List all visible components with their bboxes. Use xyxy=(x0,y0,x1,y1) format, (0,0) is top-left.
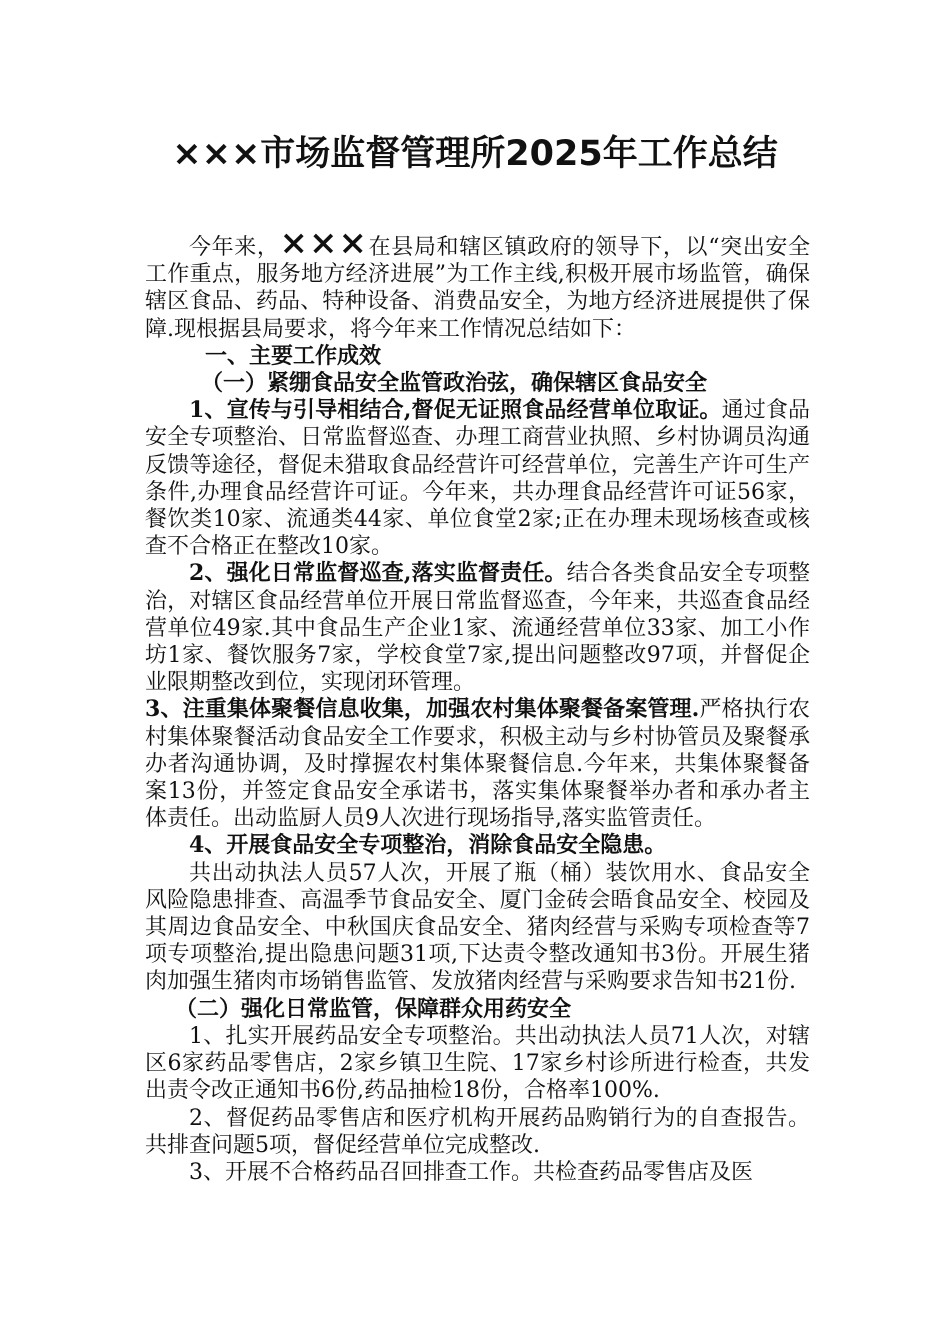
drug-item-1: 1、扎实开展药品安全专项整治。共出动执法人员71人次，对辖区6家药品零售店，2家乡镇卫生院、17家乡村诊所进行检查，共发出责令改正通知书6份,药品抽检18份，合格率100%. xyxy=(145,1023,810,1104)
intro-paragraph xyxy=(145,223,810,343)
food-item-3-heading: 3、注重集体聚餐信息收集，加强农村集体聚餐备案管理. xyxy=(145,696,700,723)
drug-item-2: 2、督促药品零售店和医疗机构开展药品购销行为的自查报告。共排查问题5项，督促经营单位完成整改. xyxy=(145,1105,810,1158)
food-item-2-text: 结合各类食品安全专项整治，对辖区食品经营单位开展日常监督巡查，今年来，共巡查食品经营单位49家.其中食品生产企业1家、流通经营单位33家、加工小作坊1家、餐饮服务7家，学校食堂7家,提出问题整改97项，并督促企业限期整改到位，实现闭环管理。 xyxy=(145,561,810,696)
unit-name-placeholder: ××× xyxy=(279,223,369,263)
document-title: ×××市场监督管理所2025年工作总结 xyxy=(172,134,778,174)
food-item-2 xyxy=(145,560,810,696)
food-item-2-heading: 2、强化日常监督巡查,落实监督责任。 xyxy=(189,560,567,587)
food-item-4-heading: 4、开展食品安全专项整治，消除食品安全隐患。 xyxy=(189,832,667,859)
intro-text: 在县局和辖区镇政府的领导下，以“突出安全工作重点，服务地方经济进展”为工作主线,积极开展市场监管，确保辖区食品、药品、特种设备、消费品安全，为地方经济进展提供了保障.现根据县局要求，将今年来工作情况总结如下： xyxy=(145,235,810,342)
food-item-1-text: 通过食品安全专项整治、日常监督巡查、办理工商营业执照、乡村协调员沟通反馈等途径，督促未猎取食品经营许可经营单位，完善生产许可生产条件,办理食品经营许可证。今年来，共办理食品经营许可证56家，餐饮类10家、流通类44家、单位食堂2家;正在办理未现场核查或核查不合格正在整改10家。 xyxy=(145,398,810,560)
food-item-3-text: 严格执行农村集体聚餐活动食品安全工作要求，积极主动与乡村协管员及聚餐承办者沟通协调，及时撑握农村集体聚餐信息.今年来，共集体聚餐备案13份，并签定食品安全承诺书，落实集体聚餐举办者和承办者主体责任。出动监厨人员9人次进行现场指导,落实监管责任。 xyxy=(145,697,810,832)
food-item-1-heading: 1、宣传与引导相结合,督促无证照食品经营单位取证。 xyxy=(189,397,722,424)
drug-item-3: 3、开展不合格药品召回排查工作。共检查药品零售店及医 xyxy=(189,1159,753,1185)
food-item-3 xyxy=(145,696,810,832)
subsection-heading-food-safety: （一）紧绷食品安全监管政治弦，确保辖区食品安全 xyxy=(201,370,708,397)
food-item-1 xyxy=(145,397,810,560)
section-heading-main-achievements: 一、主要工作成效 xyxy=(205,342,382,369)
intro-lead: 今年来， xyxy=(189,235,280,260)
document-body xyxy=(145,223,810,1186)
food-item-4-text: 共出动执法人员57人次，开展了瓶（桶）装饮用水、食品安全风险隐患排查、高温季节食品安全、厦门金砖会晤食品安全、校园及其周边食品安全、中秋国庆食品安全、猪肉经营与采购专项检查等7项专项整治,提出隐患问题31项,下达责令整改通知书3份。开展生猪肉加强生猪肉市场销售监管、发放猪肉经营与采购要求告知书21份. xyxy=(145,860,810,995)
subsection-heading-drug-safety: （二）强化日常监管，保障群众用药安全 xyxy=(175,995,572,1022)
